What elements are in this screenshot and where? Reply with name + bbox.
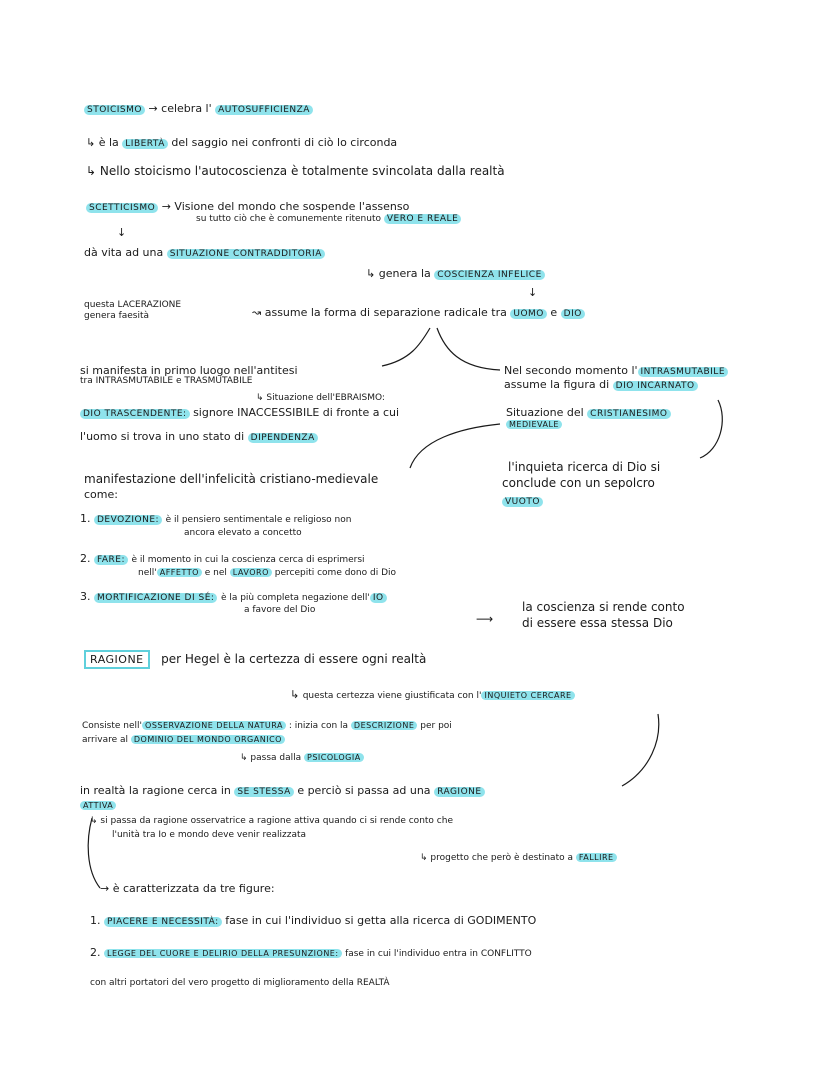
text: in realtà la ragione cerca in [80, 784, 231, 797]
num: 2. [80, 552, 91, 565]
result-b: di essere essa stessa Dio [522, 616, 673, 630]
text: Nel secondo momento l' [504, 364, 638, 377]
inquieto-arrow [622, 714, 659, 786]
num: 1. [80, 512, 91, 525]
fallire: FALLIRE [576, 853, 617, 862]
text: genera la [378, 267, 431, 280]
inquieto-cercare: INQUIETO CERCARE [481, 691, 574, 700]
text: signore INACCESSIBILE di fronte a cui [193, 406, 400, 419]
text: fase in cui l'individuo entra in CONFLITTO [345, 949, 532, 959]
text: per Hegel è la certezza di essere ogni realtà [161, 652, 427, 666]
num: 2. [90, 946, 101, 959]
scepticism-term: SCETTICISMO [86, 203, 158, 213]
stoicism-arrow-text: celebra l' [161, 102, 212, 115]
left-bracket [88, 818, 100, 888]
down-arrow-icon: ↓ [117, 226, 127, 239]
dominio: DOMINIO DEL MONDO ORGANICO [131, 735, 285, 744]
uomo: UOMO [510, 309, 547, 319]
lavoro: LAVORO [230, 568, 272, 577]
text: genera faesità [84, 311, 150, 321]
devozione: DEVOZIONE: [94, 515, 162, 525]
text: Consiste nell' [82, 721, 143, 731]
ragione-attiva: RAGIONE [434, 787, 485, 797]
text: questa certezza viene giustificata con l' [302, 691, 482, 701]
split-arrow-left [382, 328, 430, 366]
arrow-icon: → [100, 882, 110, 895]
curve-arrow [410, 424, 500, 468]
text: assume la figura di [504, 378, 610, 391]
first-moment-b: tra INTRASMUTABILE e TRASMUTABILE [80, 376, 253, 386]
inquieta-b: conclude con un sepolcro [502, 476, 655, 490]
text: del saggio nei confronti di ciò lo circonda [171, 136, 398, 149]
mortificazione: MORTIFICAZIONE DI SÉ: [94, 593, 217, 603]
wave-arrow-icon: ↝ [252, 306, 262, 319]
cristianesimo: CRISTIANESIMO [587, 409, 670, 419]
num: 3. [80, 590, 91, 603]
text: è il momento in cui la coscienza cerca di esprimersi [131, 555, 365, 565]
text: è caratterizzata da tre figure: [112, 882, 275, 895]
split-arrow-right [437, 328, 500, 370]
text: è il pensiero sentimentale e religioso non [165, 515, 352, 525]
text: : inizia con la [288, 721, 349, 731]
right-arrow-icon: ⟶ [476, 612, 494, 626]
hook-arrow-icon: ↳ [90, 816, 98, 826]
stoicism-term: STOICISMO [84, 105, 145, 115]
inquieta-a: l'inquieta ricerca di Dio si [508, 460, 661, 474]
text: passa dalla [250, 753, 302, 763]
text: è la più completa negazione dell' [220, 593, 370, 603]
hook-arrow-icon: ↳ [86, 136, 96, 149]
situazione-contraddittoria: SITUAZIONE CONTRADDITORIA [167, 249, 325, 259]
text: e nel [204, 568, 227, 578]
down-arrow-icon: ↓ [528, 286, 538, 299]
psicologia: PSICOLOGIA [304, 753, 364, 762]
dio: DIO [561, 309, 585, 319]
passa-b: l'unità tra Io e mondo deve venir realizzata [112, 830, 307, 840]
bracket-arrow [700, 400, 722, 458]
hook-arrow-icon: ↳ [290, 688, 300, 701]
text: fase in cui l'individuo si getta alla ricerca di GODIMENTO [225, 914, 537, 927]
num: 1. [90, 914, 101, 927]
coscienza-infelice: COSCIENZA INFELICE [434, 270, 545, 280]
legge-del-cuore: LEGGE DEL CUORE E DELIRIO DELLA PRESUNZIONE: [104, 949, 342, 958]
result-a: la coscienza si rende conto [522, 600, 685, 614]
arrow-icon: → [161, 200, 171, 213]
text: assume la forma di separazione radicale tra [264, 306, 507, 319]
osservazione: OSSERVAZIONE DELLA NATURA [142, 721, 286, 730]
manifestation-b: come: [84, 488, 118, 501]
arrow-icon: → [148, 102, 158, 115]
descrizione: DESCRIZIONE [351, 721, 417, 730]
figure-2-cont: con altri portatori del vero progetto di miglioramento della REALTÀ [90, 978, 390, 988]
text: su tutto ciò che è comunemente ritenuto [196, 214, 381, 224]
hook-arrow-icon: ↳ [256, 393, 264, 403]
dio-trascendente: DIO TRASCENDENTE: [80, 409, 190, 419]
dio-incarnato: DIO INCARNATO [613, 381, 698, 391]
text: è la [98, 136, 119, 149]
mortificazione-b: a favore del Dio [244, 605, 316, 615]
text: si passa da ragione osservatrice a ragione attiva quando ci si rende conto che [100, 816, 453, 826]
devozione-b: ancora elevato a concetto [184, 528, 302, 538]
text: arrivare al [82, 735, 129, 745]
intrasmutabile: INTRASMUTABILE [638, 367, 728, 377]
text: questa LACERAZIONE [84, 300, 182, 310]
vero-e-reale: VERO E REALE [384, 214, 461, 224]
text: dà vita ad una [84, 246, 164, 259]
text: Nello stoicismo l'autocoscienza è totalmente svincolata dalla realtà [99, 164, 505, 178]
attiva: ATTIVA [80, 801, 116, 810]
se-stessa: SE STESSA [234, 787, 293, 797]
io: IO [370, 593, 387, 603]
hook-arrow-icon: ↳ [240, 753, 248, 763]
dipendenza: DIPENDENZA [248, 433, 318, 443]
text: Situazione dell'EBRAISMO: [266, 393, 385, 403]
text: per poi [420, 721, 452, 731]
text: e [550, 306, 558, 319]
vuoto: VUOTO [502, 497, 543, 507]
hook-arrow-icon: ↳ [86, 164, 97, 178]
text: progetto che però è destinato a [430, 853, 573, 863]
text: Visione del mondo che sospende l'assenso [174, 200, 410, 213]
text: Situazione del [506, 406, 584, 419]
fare: FARE: [94, 555, 128, 565]
text: nell' [138, 568, 157, 578]
text: l'uomo si trova in uno stato di [80, 430, 245, 443]
text: percepiti come dono di Dio [274, 568, 397, 578]
affetto: AFFETTO [157, 568, 202, 577]
manifestation-a: manifestazione dell'infelicità cristiano-medievale [84, 472, 379, 486]
text: e perciò si passa ad una [297, 784, 431, 797]
liberta: LIBERTÀ [122, 139, 168, 149]
reason-term: RAGIONE [84, 650, 150, 669]
medievale: MEDIEVALE [506, 420, 562, 429]
autosufficienza: AUTOSUFFICIENZA [215, 105, 313, 115]
piacere-necessita: PIACERE E NECESSITÀ: [104, 917, 222, 927]
hook-arrow-icon: ↳ [420, 853, 428, 863]
hook-arrow-icon: ↳ [366, 267, 376, 280]
first-moment-a: si manifesta in primo luogo nell'antitesi [80, 364, 298, 377]
